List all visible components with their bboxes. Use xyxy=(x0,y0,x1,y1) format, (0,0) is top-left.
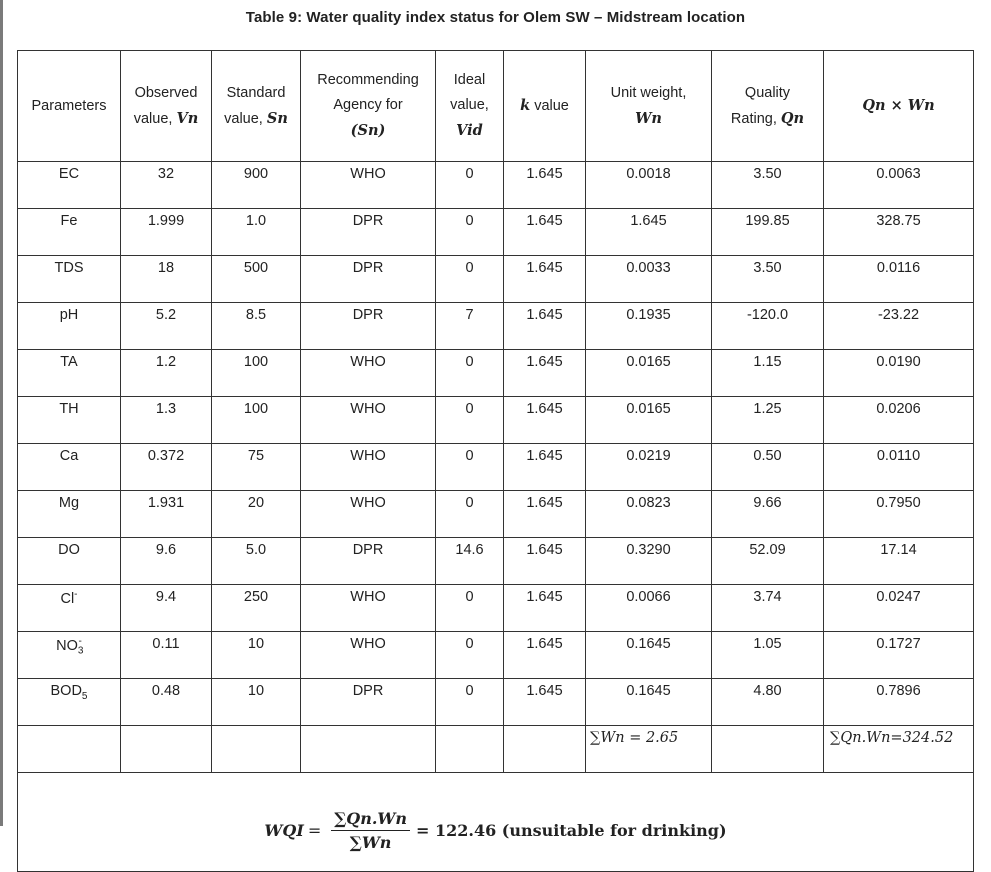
cell-quality-rating: 9.66 xyxy=(712,491,824,538)
wqi-fraction xyxy=(331,809,410,852)
cell-agency: DPR xyxy=(301,303,436,350)
cell-quality-rating: 1.15 xyxy=(712,350,824,397)
header-standard-value: Standard value, Sn xyxy=(212,51,301,162)
cell-parameter: $NO_3^-$ xyxy=(18,632,121,679)
cell-ideal-value: 0 xyxy=(436,444,504,491)
cell-agency: WHO xyxy=(301,397,436,444)
cell-quality-rating: 0.50 xyxy=(712,444,824,491)
cell-unit-weight: 0.0165 xyxy=(586,397,712,444)
cell-unit-weight: 0.0219 xyxy=(586,444,712,491)
cell-k-value: 1.645 xyxy=(504,162,586,209)
header-ideal-value: Ideal value, Vid xyxy=(436,51,504,162)
wqi-numerator: ∑Qn.Wn xyxy=(331,809,410,831)
cell-k-value: 1.645 xyxy=(504,679,586,726)
water-quality-table xyxy=(17,50,974,872)
table-row xyxy=(18,538,974,585)
cell-k-value: 1.645 xyxy=(504,209,586,256)
cell-ideal-value: 0 xyxy=(436,491,504,538)
cell-standard-value: 8.5 xyxy=(212,303,301,350)
cell-observed-value: 0.11 xyxy=(121,632,212,679)
sum-cell-empty xyxy=(212,726,301,773)
cell-quality-rating: 3.50 xyxy=(712,162,824,209)
cell-qn-times-wn: 0.0116 xyxy=(824,256,974,303)
cell-ideal-value: 0 xyxy=(436,632,504,679)
table-row xyxy=(18,256,974,303)
sum-cell-empty xyxy=(301,726,436,773)
cell-qn-times-wn: 0.0247 xyxy=(824,585,974,632)
cell-standard-value: 100 xyxy=(212,350,301,397)
cell-standard-value: 20 xyxy=(212,491,301,538)
header-parameters: Parameters xyxy=(18,51,121,162)
cell-unit-weight: 0.0823 xyxy=(586,491,712,538)
cell-observed-value: 9.4 xyxy=(121,585,212,632)
sum-cell-empty xyxy=(18,726,121,773)
wqi-denominator: ∑Wn xyxy=(349,832,392,852)
table-title: Table 9: Water quality index status for Olem SW – Midstream location xyxy=(245,9,746,26)
cell-agency: DPR xyxy=(301,538,436,585)
cell-qn-times-wn: 0.7896 xyxy=(824,679,974,726)
sum-cell-empty xyxy=(504,726,586,773)
wqi-label: WQI xyxy=(264,820,304,840)
cell-ideal-value: 0 xyxy=(436,585,504,632)
cell-parameter: EC xyxy=(18,162,121,209)
cell-unit-weight: 0.1645 xyxy=(586,632,712,679)
cell-parameter: TH xyxy=(18,397,121,444)
sum-cell-empty xyxy=(436,726,504,773)
table-row xyxy=(18,632,974,679)
cell-qn-times-wn: 0.1727 xyxy=(824,632,974,679)
cell-quality-rating: 3.74 xyxy=(712,585,824,632)
cell-ideal-value: 7 xyxy=(436,303,504,350)
cell-k-value: 1.645 xyxy=(504,256,586,303)
cell-k-value: 1.645 xyxy=(504,350,586,397)
cell-qn-times-wn: 17.14 xyxy=(824,538,974,585)
sum-cell-empty xyxy=(712,726,824,773)
table-row xyxy=(18,585,974,632)
cell-observed-value: 5.2 xyxy=(121,303,212,350)
header-k-value: k value xyxy=(504,51,586,162)
cell-quality-rating: 1.25 xyxy=(712,397,824,444)
cell-observed-value: 1.999 xyxy=(121,209,212,256)
cell-parameter: $BOD_5$ xyxy=(18,679,121,726)
cell-k-value: 1.645 xyxy=(504,491,586,538)
sum-row xyxy=(18,726,974,773)
cell-agency: WHO xyxy=(301,585,436,632)
cell-standard-value: 5.0 xyxy=(212,538,301,585)
wqi-equals: = xyxy=(307,820,322,840)
cell-standard-value: 10 xyxy=(212,679,301,726)
cell-k-value: 1.645 xyxy=(504,444,586,491)
cell-observed-value: 18 xyxy=(121,256,212,303)
cell-k-value: 1.645 xyxy=(504,303,586,350)
cell-qn-times-wn: 0.0190 xyxy=(824,350,974,397)
cell-parameter: DO xyxy=(18,538,121,585)
cell-unit-weight: 0.3290 xyxy=(586,538,712,585)
cell-quality-rating: 4.80 xyxy=(712,679,824,726)
header-recommending-agency: Recommending Agency for (Sn) xyxy=(301,51,436,162)
cell-observed-value: 32 xyxy=(121,162,212,209)
cell-unit-weight: 0.0165 xyxy=(586,350,712,397)
cell-agency: WHO xyxy=(301,491,436,538)
cell-parameter: Cl- xyxy=(18,585,121,632)
cell-ideal-value: 0 xyxy=(436,256,504,303)
cell-agency: DPR xyxy=(301,209,436,256)
cell-qn-times-wn: 328.75 xyxy=(824,209,974,256)
cell-unit-weight: 0.0066 xyxy=(586,585,712,632)
cell-quality-rating: 3.50 xyxy=(712,256,824,303)
cell-parameter: TA xyxy=(18,350,121,397)
cell-qn-times-wn: 0.0063 xyxy=(824,162,974,209)
cell-quality-rating: 52.09 xyxy=(712,538,824,585)
cell-parameter: Mg xyxy=(18,491,121,538)
cell-qn-times-wn: 0.0110 xyxy=(824,444,974,491)
cell-standard-value: 75 xyxy=(212,444,301,491)
cell-agency: WHO xyxy=(301,632,436,679)
cell-observed-value: 1.2 xyxy=(121,350,212,397)
cell-observed-value: 0.372 xyxy=(121,444,212,491)
page-left-border xyxy=(0,0,3,826)
cell-k-value: 1.645 xyxy=(504,632,586,679)
wqi-row xyxy=(18,773,974,872)
cell-parameter: TDS xyxy=(18,256,121,303)
cell-standard-value: 1.0 xyxy=(212,209,301,256)
cell-ideal-value: 0 xyxy=(436,209,504,256)
cell-standard-value: 10 xyxy=(212,632,301,679)
wqi-formula xyxy=(264,809,726,852)
cell-qn-times-wn: 0.0206 xyxy=(824,397,974,444)
wqi-formula-cell xyxy=(18,773,974,872)
table-row xyxy=(18,350,974,397)
cell-unit-weight: 0.1935 xyxy=(586,303,712,350)
sum-qnwn: ∑Qn.Wn=324.52 xyxy=(824,726,974,773)
cell-standard-value: 250 xyxy=(212,585,301,632)
cell-standard-value: 100 xyxy=(212,397,301,444)
cell-ideal-value: 0 xyxy=(436,162,504,209)
cell-quality-rating: -120.0 xyxy=(712,303,824,350)
header-observed-value: Observed value, Vn xyxy=(121,51,212,162)
cell-quality-rating: 1.05 xyxy=(712,632,824,679)
cell-qn-times-wn: -23.22 xyxy=(824,303,974,350)
cell-agency: DPR xyxy=(301,679,436,726)
cell-ideal-value: 0 xyxy=(436,350,504,397)
cell-unit-weight: 0.0018 xyxy=(586,162,712,209)
wqi-result: = 122.46 (unsuitable for drinking) xyxy=(416,820,727,840)
cell-observed-value: 1.3 xyxy=(121,397,212,444)
table-row xyxy=(18,397,974,444)
cell-unit-weight: 0.1645 xyxy=(586,679,712,726)
cell-ideal-value: 14.6 xyxy=(436,538,504,585)
header-qn-times-wn: Qn × Wn xyxy=(824,51,974,162)
cell-observed-value: 0.48 xyxy=(121,679,212,726)
cell-quality-rating: 199.85 xyxy=(712,209,824,256)
cell-standard-value: 500 xyxy=(212,256,301,303)
cell-parameter: Ca xyxy=(18,444,121,491)
cell-observed-value: 9.6 xyxy=(121,538,212,585)
cell-agency: DPR xyxy=(301,256,436,303)
cell-ideal-value: 0 xyxy=(436,679,504,726)
sum-wn: ∑Wn = 2.65 xyxy=(586,726,712,773)
cell-unit-weight: 0.0033 xyxy=(586,256,712,303)
table-row xyxy=(18,209,974,256)
cell-observed-value: 1.931 xyxy=(121,491,212,538)
cell-k-value: 1.645 xyxy=(504,585,586,632)
cell-parameter: Fe xyxy=(18,209,121,256)
cell-unit-weight: 1.645 xyxy=(586,209,712,256)
header-unit-weight: Unit weight, Wn xyxy=(586,51,712,162)
cell-agency: WHO xyxy=(301,444,436,491)
cell-qn-times-wn: 0.7950 xyxy=(824,491,974,538)
cell-standard-value: 900 xyxy=(212,162,301,209)
table-row xyxy=(18,303,974,350)
cell-agency: WHO xyxy=(301,350,436,397)
header-quality-rating: Quality Rating, Qn xyxy=(712,51,824,162)
table-row xyxy=(18,162,974,209)
table-row xyxy=(18,444,974,491)
cell-parameter: pH xyxy=(18,303,121,350)
cell-k-value: 1.645 xyxy=(504,538,586,585)
table-row xyxy=(18,491,974,538)
cell-agency: WHO xyxy=(301,162,436,209)
table-row xyxy=(18,679,974,726)
sum-cell-empty xyxy=(121,726,212,773)
header-row xyxy=(18,51,974,162)
cell-k-value: 1.645 xyxy=(504,397,586,444)
cell-ideal-value: 0 xyxy=(436,397,504,444)
